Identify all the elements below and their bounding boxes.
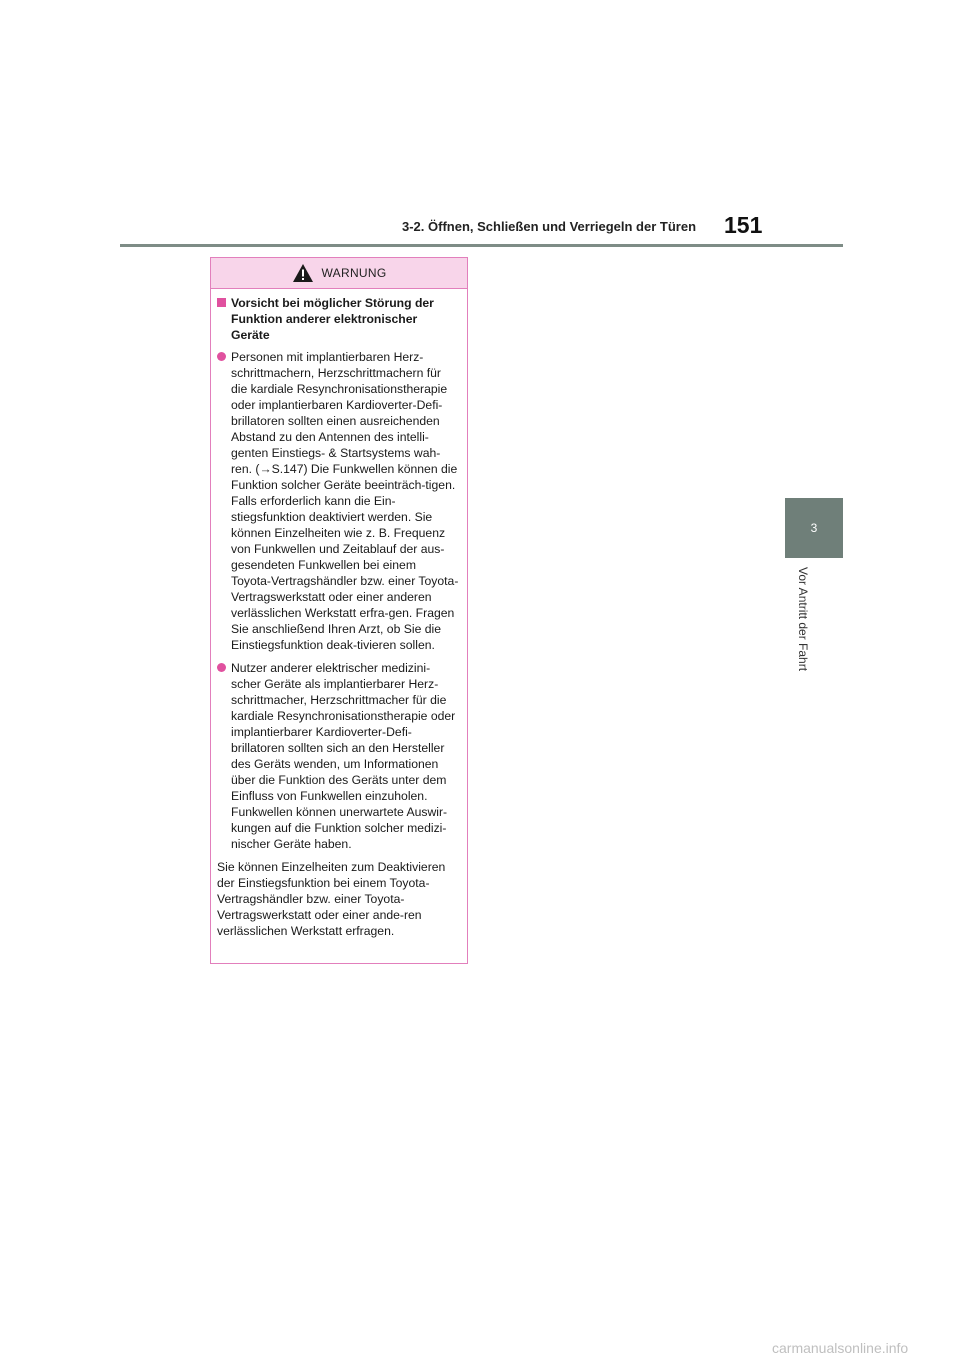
- warning-heading-text: Vorsicht bei möglicher Störung der Funktion anderer elektronischer Geräte: [231, 296, 434, 342]
- circle-bullet-icon: [217, 352, 226, 361]
- list-item-text: Nutzer anderer elektrischer medizini-scher Geräte als implantierbarer Herz-schrittmacher, Herzschrittmacher für die kardiale Resynchronisationstherapie oder implantierbarer Kardioverter-Defi-brillatoren sollten sich an den Hersteller des Geräts wenden, um Informationen über die Funktion des Geräts unter dem Einfluss von Funkwellen einzuholen. Funkwellen können unerwartete Auswir-kungen auf die Funktion solcher medizi-nischer Geräte haben.: [231, 661, 456, 851]
- watermark: carmanualsonline.info: [772, 1340, 909, 1356]
- warning-box: [210, 257, 468, 964]
- chapter-number: 3: [810, 521, 818, 535]
- section-title: 3-2. Öffnen, Schließen und Verriegeln der Türen: [402, 219, 697, 234]
- header-divider: [120, 244, 843, 247]
- chapter-title: Vor Antritt der Fahrt: [796, 567, 810, 672]
- list-item-text: Personen mit implantierbaren Herz-schrittmachern, Herzschrittmachern für die kardiale Resynchronisationstherapie oder implantierbaren Kardioverter-Defi-brillatoren sollten einen ausreichenden Abstand zu den Antennen des intelli-genten Einstiegs- & Startsystems wah-ren. (→S.147) Die Funkwellen können die Funktion solcher Geräte beeinträch-tigen. Falls erforderlich kann die Ein-stiegsfunktion deaktiviert werden. Sie können Einzelheiten wie z. B. Frequenz von Funkwellen und Zeitablauf der aus-gesendeten Funkwellen bei einem Toyota-Vertragshändler bzw. einer Toyota-Vertragswerkstatt oder einer anderen verlässlichen Werkstatt erfra-gen. Fragen Sie anschließend Ihren Arzt, ob Sie die Einstiegsfunktion deak-tivieren sollen.: [231, 350, 459, 652]
- warning-heading: [217, 295, 459, 343]
- circle-bullet-icon: [217, 663, 226, 672]
- warning-label: WARNUNG: [321, 266, 387, 280]
- page-number: 151: [724, 212, 763, 238]
- list-item: [217, 660, 459, 852]
- warning-body: [211, 289, 467, 939]
- warning-header: [211, 258, 467, 289]
- closing-paragraph: Sie können Einzelheiten zum Deaktivieren der Einstiegsfunktion bei einem Toyota-Vertragshändler bzw. einer Toyota-Vertragswerkstatt oder einer ande-ren verlässlichen Werkstatt erfragen.: [217, 860, 446, 938]
- list-item: [217, 349, 459, 653]
- square-bullet-icon: [217, 298, 226, 307]
- chapter-tab[interactable]: [785, 498, 843, 558]
- warning-triangle-icon: [292, 263, 314, 283]
